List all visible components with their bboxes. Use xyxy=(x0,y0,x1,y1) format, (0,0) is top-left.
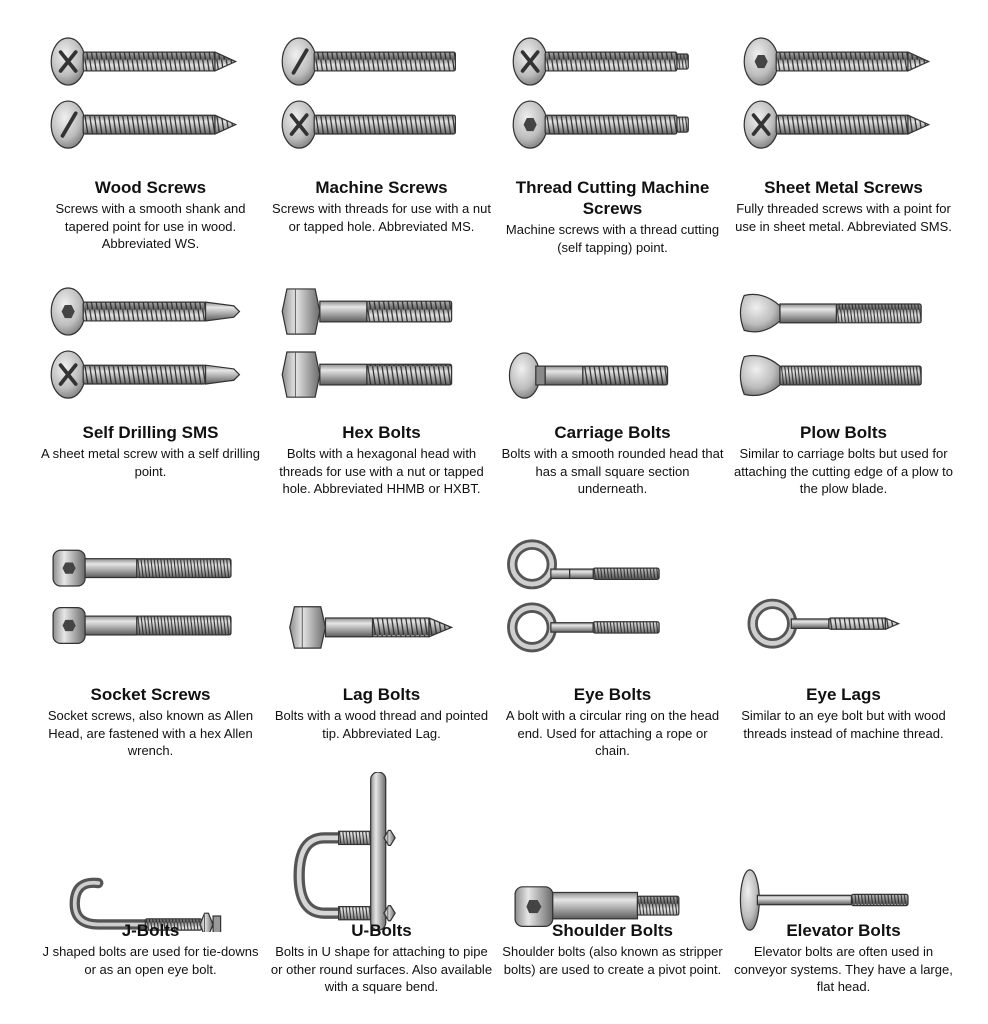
fastener-description: Fully threaded screws with a point for use in sheet metal. Abbreviated SMS. xyxy=(735,201,952,234)
fastener-description: Socket screws, also known as Allen Head, are fastened with a hex Allen wrench. xyxy=(47,708,254,758)
fastener-title: Machine Screws xyxy=(315,178,448,197)
fastener-card xyxy=(497,522,728,772)
fastener-title: Socket Screws xyxy=(90,685,211,704)
fastener-card xyxy=(266,272,497,522)
wood-screws-illustration xyxy=(35,22,266,182)
fastener-description: Screws with a smooth shank and tapered point for use in wood. Abbreviated WS. xyxy=(55,201,246,251)
fastener-description: Bolts with a wood thread and pointed tip. Abbreviated Lag. xyxy=(274,708,489,741)
fastener-card xyxy=(728,772,959,1022)
fastener-description: Similar to carriage bolts but used for attaching the cutting edge of a plow to the plow blade. xyxy=(734,446,953,496)
thread-cutting-illustration xyxy=(497,22,728,182)
fastener-description: Bolts in U shape for attaching to pipe or other round surfaces. Also available with a square bend. xyxy=(270,944,493,994)
fastener-title: Eye Bolts xyxy=(573,685,652,704)
eye-lag-illustration xyxy=(728,522,959,682)
fastener-card xyxy=(266,522,497,772)
fastener-title: Shoulder Bolts xyxy=(552,921,673,940)
u-bolt-illustration xyxy=(266,772,497,932)
carriage-bolt-illustration xyxy=(497,272,728,432)
fastener-card xyxy=(728,272,959,522)
lag-bolt-illustration xyxy=(266,522,497,682)
fastener-title: Eye Lags xyxy=(806,685,881,704)
fastener-title: U-Bolts xyxy=(351,921,412,940)
elevator-bolt-illustration xyxy=(728,772,959,932)
fastener-title: Elevator Bolts xyxy=(786,921,901,940)
fastener-title: Hex Bolts xyxy=(342,423,421,442)
fastener-title: J-Bolts xyxy=(121,921,180,940)
plow-bolts-illustration xyxy=(728,272,959,432)
fastener-description: A bolt with a circular ring on the head end. Used for attaching a rope or chain. xyxy=(505,708,720,758)
fastener-card xyxy=(35,22,266,272)
fastener-description: Bolts with a smooth rounded head that has a small square section underneath. xyxy=(501,446,724,496)
fastener-card xyxy=(497,772,728,1022)
hex-bolts-illustration xyxy=(266,272,497,432)
fastener-title: Carriage Bolts xyxy=(554,423,671,442)
fastener-title: Wood Screws xyxy=(94,178,207,197)
fastener-description: Shoulder bolts (also known as stripper bolts) are used to create a pivot point. xyxy=(502,944,723,977)
fastener-description: Machine screws with a thread cutting (self tapping) point. xyxy=(505,222,720,255)
self-drilling-illustration xyxy=(35,272,266,432)
sheet-metal-illustration xyxy=(728,22,959,182)
fastener-card xyxy=(266,772,497,1022)
socket-screws-illustration xyxy=(35,522,266,682)
fastener-description: Bolts with a hexagonal head with threads for use with a nut or tapped hole. Abbreviated HHMB or HXBT. xyxy=(279,446,484,496)
shoulder-bolt-illustration xyxy=(497,772,728,932)
fastener-card xyxy=(497,272,728,522)
fastener-description: Similar to an eye bolt but with wood threads instead of machine thread. xyxy=(741,708,946,741)
fastener-title: Thread Cutting Machine Screws xyxy=(515,178,710,218)
fastener-card xyxy=(35,772,266,1022)
fastener-card xyxy=(497,22,728,272)
fastener-description: Elevator bolts are often used in conveyor systems. They have a large, flat head. xyxy=(734,944,953,994)
fastener-description: J shaped bolts are used for tie-downs or as an open eye bolt. xyxy=(42,944,259,977)
fastener-description: A sheet metal screw with a self drilling point. xyxy=(41,446,260,479)
fastener-card xyxy=(728,22,959,272)
fastener-card xyxy=(728,522,959,772)
fastener-card xyxy=(35,522,266,772)
fastener-title: Self Drilling SMS xyxy=(82,423,219,442)
fastener-title: Sheet Metal Screws xyxy=(764,178,923,197)
fastener-title: Plow Bolts xyxy=(800,423,887,442)
machine-screws-illustration xyxy=(266,22,497,182)
eye-bolts-illustration xyxy=(497,522,728,682)
fastener-description: Screws with threads for use with a nut or tapped hole. Abbreviated MS. xyxy=(272,201,491,234)
fastener-card xyxy=(35,272,266,522)
fastener-card xyxy=(266,22,497,272)
j-bolt-illustration xyxy=(35,772,266,932)
fastener-title: Lag Bolts xyxy=(342,685,421,704)
